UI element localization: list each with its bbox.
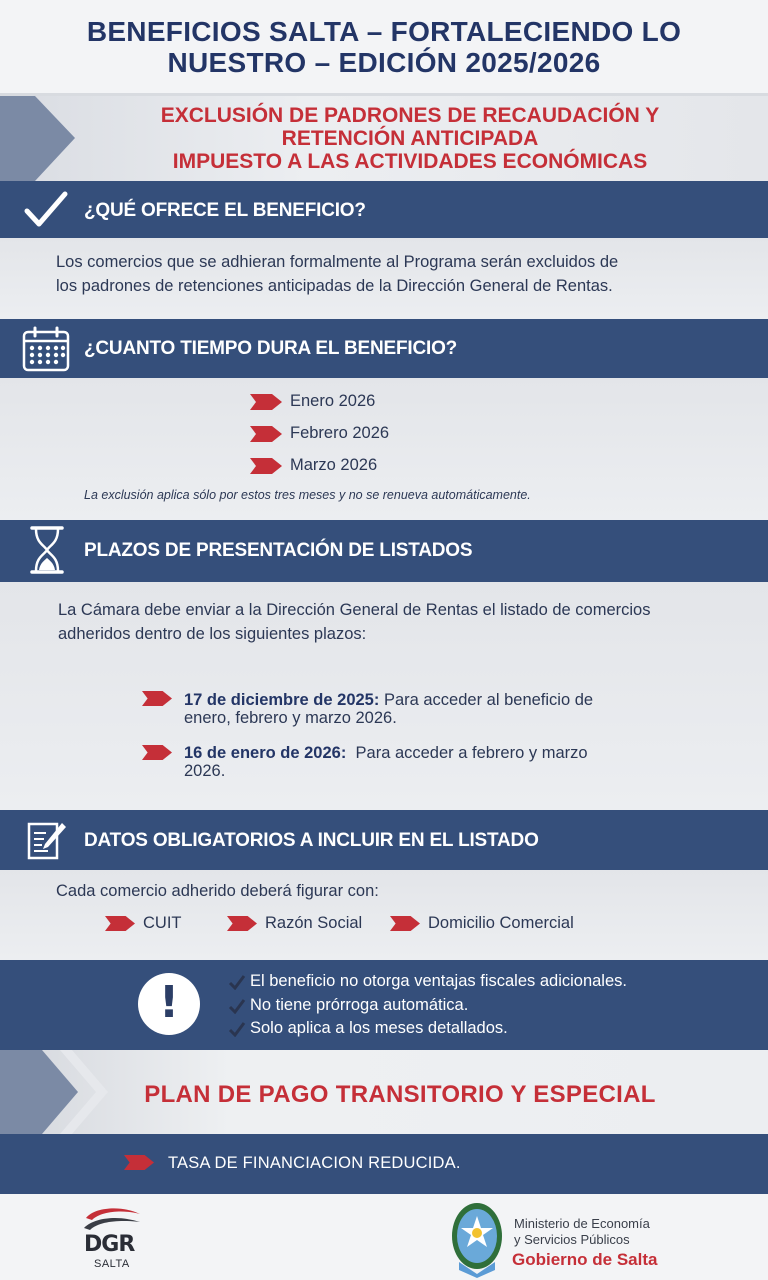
dgr-logo: DGR (84, 1232, 135, 1257)
red-arrow-icon (124, 1155, 154, 1170)
checkmark-icon (24, 191, 68, 229)
section-deadlines-header (0, 520, 768, 582)
chevron-decoration-icon (0, 96, 75, 181)
deadlines-intro: La Cámara debe enviar a la Dirección General de Rentas el listado de comercios adheridos dentro de los siguientes plazos: (58, 601, 651, 643)
hourglass-icon (30, 525, 64, 575)
alert-item: No tiene prórroga automática. (228, 996, 468, 1015)
document-edit-icon (26, 819, 68, 861)
red-arrow-icon (390, 916, 420, 931)
red-arrow-icon (105, 916, 135, 931)
deadline-item: 16 de enero de 2026: Para acceder a febrero y marzo 2026. (184, 744, 588, 780)
section-offer-body (0, 238, 768, 319)
month-item: Enero 2026 (250, 392, 375, 411)
field-item: Razón Social (227, 914, 362, 933)
chevron-decoration-icon (0, 1050, 110, 1134)
red-arrow-icon (227, 916, 257, 931)
check-icon (228, 998, 246, 1014)
duration-note: La exclusión aplica sólo por estos tres meses y no se renueva automáticamente. (84, 488, 531, 502)
section-data-header (0, 810, 768, 870)
government-name: Gobierno de Salta (512, 1250, 658, 1269)
section-offer-title: ¿QUÉ OFRECE EL BENEFICIO? (84, 200, 366, 221)
section-offer-header (0, 181, 768, 238)
section-deadlines-title: PLAZOS DE PRESENTACIÓN DE LISTADOS (84, 540, 473, 561)
check-icon (228, 974, 246, 990)
section-data-title: DATOS OBLIGATORIOS A INCLUIR EN EL LISTADO (84, 830, 539, 851)
subtitle-banner (0, 96, 768, 181)
subtitle: EXCLUSIÓN DE PADRONES DE RECAUDACIÓN Y RETENCIÓN ANTICIPADA IMPUESTO A LAS ACTIVIDADES ECONÓMICAS (160, 104, 660, 173)
ministry-line2: y Servicios Públicos (514, 1232, 630, 1247)
dgr-logo-icon (82, 1206, 142, 1232)
header (0, 0, 768, 96)
data-intro: Cada comercio adherido deberá figurar con: (56, 882, 379, 900)
field-item: CUIT (105, 914, 182, 933)
red-arrow-icon (250, 458, 282, 474)
field-item: Domicilio Comercial (390, 914, 574, 933)
check-icon (228, 1021, 246, 1037)
alert-item: Solo aplica a los meses detallados. (228, 1019, 508, 1038)
deadline-item: 17 de diciembre de 2025: Para acceder al beneficio de enero, febrero y marzo 2026. (184, 691, 594, 727)
plan-item: TASA DE FINANCIACION REDUCIDA. (168, 1154, 461, 1172)
dgr-sub: SALTA (94, 1258, 130, 1270)
plan-title: PLAN DE PAGO TRANSITORIO Y ESPECIAL (144, 1081, 656, 1108)
government-seal-icon (449, 1200, 505, 1278)
exclamation-icon: ! (138, 973, 200, 1035)
alert-item: El beneficio no otorga ventajas fiscales adicionales. (228, 972, 627, 991)
section-duration-title: ¿CUANTO TIEMPO DURA EL BENEFICIO? (84, 338, 458, 359)
red-arrow-icon (142, 745, 172, 760)
red-arrow-icon (250, 394, 282, 410)
month-item: Febrero 2026 (250, 424, 389, 443)
ministry-line1: Ministerio de Economía (514, 1216, 650, 1231)
calendar-icon (22, 326, 70, 372)
month-item: Marzo 2026 (250, 456, 377, 475)
offer-text: Los comercios que se adhieran formalmente al Programa serán excluidos de los padrones de retenciones anticipadas de la Dirección General de Rentas. (56, 253, 619, 295)
page-title: BENEFICIOS SALTA – FORTALECIENDO LO NUESTRO – EDICIÓN 2025/2026 (86, 16, 682, 78)
section-duration-header (0, 319, 768, 378)
red-arrow-icon (142, 691, 172, 706)
red-arrow-icon (250, 426, 282, 442)
